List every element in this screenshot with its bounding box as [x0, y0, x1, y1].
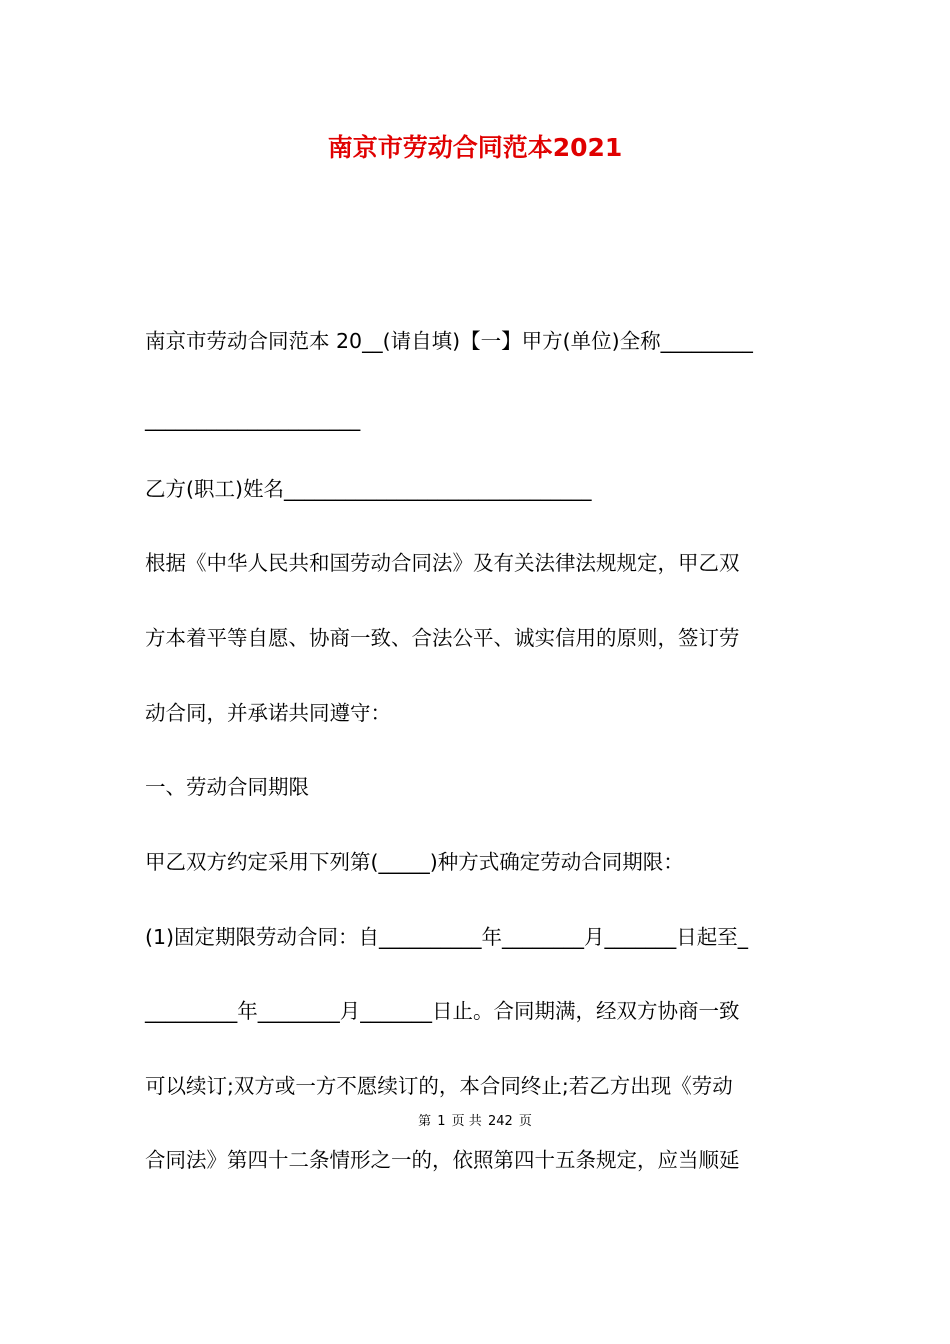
- paragraph-line: 方本着平等自愿、协商一致、合法公平、诚实信用的原则，签订劳: [145, 626, 740, 650]
- page-footer: [0, 1112, 950, 1132]
- paragraph-line: 根据《中华人民共和国劳动合同法》及有关法律法规规定，甲乙双: [145, 551, 740, 575]
- paragraph-line: 动合同，并承诺共同遵守：: [145, 701, 391, 725]
- paragraph-line: 南京市劳动合同范本 20__(请自填)【一】甲方(单位)全称_________: [145, 329, 753, 353]
- footer-middle: 页 共: [451, 1114, 482, 1129]
- paragraph-line: 可以续订;双方或一方不愿续订的，本合同终止;若乙方出现《劳动: [145, 1074, 733, 1098]
- page-total: 242: [487, 1114, 513, 1129]
- paragraph-line: _____________________: [145, 407, 361, 431]
- paragraph-line: _________年________月_______日止。合同期满，经双方协商一致: [145, 999, 740, 1023]
- section-heading: 一、劳动合同期限: [145, 775, 309, 799]
- footer-suffix: 页: [518, 1114, 532, 1129]
- document-title: 南京市劳动合同范本2021: [327, 133, 623, 162]
- paragraph-line: 合同法》第四十二条情形之一的，依照第四十五条规定，应当顺延: [145, 1148, 740, 1172]
- page-number: 1: [437, 1114, 446, 1129]
- paragraph-line: (1)固定期限劳动合同：自__________年________月_______日起至_: [145, 925, 749, 949]
- footer-prefix: 第: [418, 1114, 432, 1129]
- paragraph-line: 甲乙双方约定采用下列第(_____)种方式确定劳动合同期限：: [145, 850, 684, 874]
- paragraph-line: 乙方(职工)姓名______________________________: [145, 477, 592, 501]
